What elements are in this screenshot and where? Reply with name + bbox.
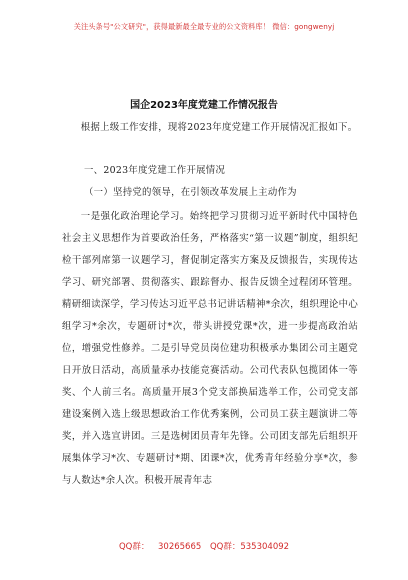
document-title: 国企2023年度党建工作情况报告 xyxy=(130,100,278,111)
section-heading: 一、2023年度党建工作开展情况 xyxy=(84,165,226,176)
subsection-heading: （一）坚持党的领导，在引领改革发展上主动作为 xyxy=(84,187,297,198)
header-note: 关注头条号"公文研究"，获得最新最全最专业的公文资料库！ 微信：gongwenyj xyxy=(73,22,335,31)
body-paragraph: 一是强化政治理论学习。始终把学习贯彻习近平新时代中国特色社会主义思想作为首要政治任务，严格落实“第一议题”制度，组织纪检干部列席第一议题学习，督促制定落实方案及反馈报告，实现传达学习、研究部署、贯彻落实、跟踪督办、报告反馈全过程闭环管理。精研细读深学，学习传达习近平总书记讲话精神*余次，组织理论中心组学习*余次，专题研讨*次，带头讲授党课*次，进一步提高政治站位，增强党性修养。二是引导党员岗位建功积极承办集团公司主题党日开放日活动，高质量承办技能竞赛活动。公司代表队包揽团体一等奖、个人前三名。高质量开展3个党支部换届选举工作，公司党支部建设案例入选上级思想政治工作优秀案例，公司员工获主题演讲二等奖，并入选宣讲团。三是选树团员青年先锋。公司团支部先后组织开展集体学习*次、专题研讨*期、团课*次，优秀青年经验分享*次，参与人数达*余人次。积极开展青年志 xyxy=(62,211,358,486)
footer-qq-groups: QQ群： 30265665 QQ群：535304092 xyxy=(118,542,290,552)
intro-paragraph: 根据上级工作安排，现将2023年度党建工作开展情况汇报如下。 xyxy=(80,122,358,133)
